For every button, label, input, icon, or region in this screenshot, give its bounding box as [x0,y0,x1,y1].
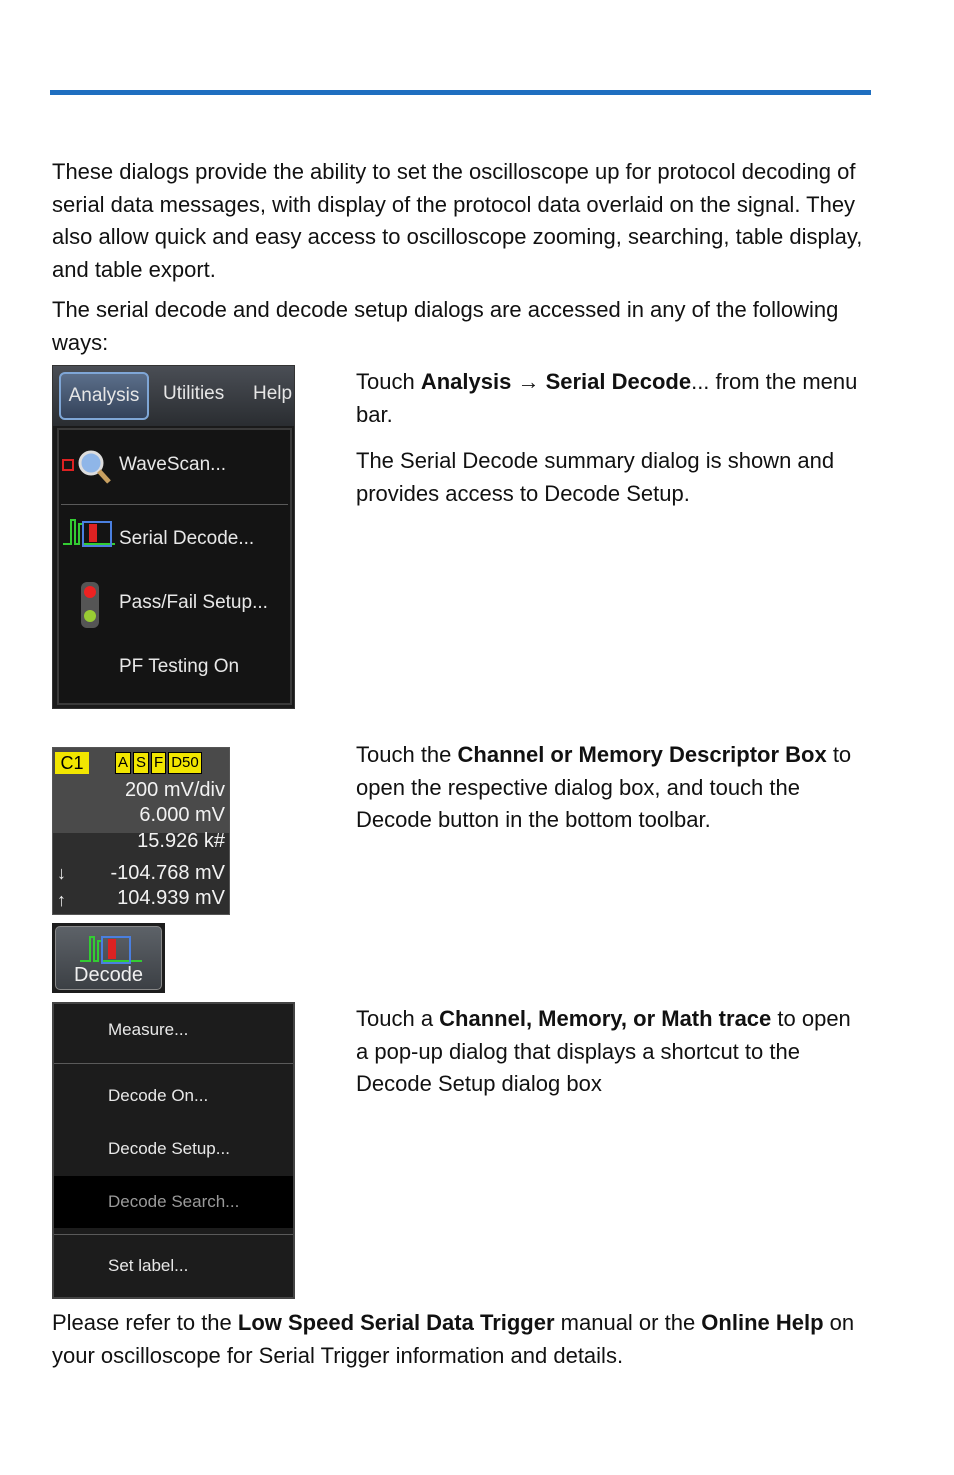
flag-s: S [133,752,149,774]
decode-button-label: Decode [74,964,143,986]
trace-popup-screenshot [52,1002,295,1299]
tab-utilities[interactable]: Utilities [163,383,225,404]
descriptor-flags [115,752,202,774]
menu-item-pass-fail-setup[interactable]: Pass/Fail Setup... [119,592,268,613]
popup-divider [54,1063,293,1064]
minimum-value: -104.768 mV [110,862,225,884]
intro-paragraph-1: These dialogs provide the ability to set the oscilloscope up for protocol decoding of serial data messages, with display of the protocol data overlaid on the signal. They also allow quick and easy access to oscilloscope zooming, searching, table display, and table export. [52,159,863,282]
up-arrow-icon: ↑ [57,890,66,910]
flag-a: A [115,752,131,774]
channel-descriptor-screenshot [52,747,230,915]
method-2-text: Touch the Channel or Memory Descriptor Box to open the respective dialog box, and touch the Decode button in the bottom toolbar. [356,742,852,832]
flag-f: F [151,752,166,774]
popup-item-decode-setup[interactable]: Decode Setup... [108,1139,230,1158]
serial-decode-icon [61,514,117,554]
down-arrow-icon: ↓ [57,863,66,883]
maximum-value: 104.939 mV [117,887,225,909]
analysis-menu-screenshot [52,365,295,709]
method-1-note: The Serial Decode summary dialog is shown and provides access to Decode Setup. [356,448,835,506]
vertical-offset: 6.000 mV [139,804,225,826]
popup-item-decode-search[interactable]: Decode Search... [108,1192,240,1211]
intro-paragraph-2: The serial decode and decode setup dialogs are accessed in any of the following ways: [52,297,839,355]
decode-button-screenshot [52,923,165,993]
popup-item-measure[interactable]: Measure... [108,1020,189,1039]
menu-item-pf-testing-on[interactable]: PF Testing On [119,656,240,677]
menu-item-serial-decode[interactable]: Serial Decode... [119,528,255,549]
method-1-text: Touch Analysis → Serial Decode... from the menu bar. [356,369,858,427]
vertical-scale: 200 mV/div [124,779,225,801]
tab-analysis[interactable]: Analysis [59,372,149,420]
sample-count: 15.926 k# [137,830,225,852]
popup-item-decode-on[interactable]: Decode On... [108,1086,209,1105]
footer-paragraph: Please refer to the Low Speed Serial Data Trigger manual or the Online Help on your oscilloscope for Serial Trigger information and details. [52,1310,855,1368]
analysis-dropdown [57,428,292,705]
traffic-light-icon [79,580,101,630]
wavescan-icon [61,448,113,488]
menu-item-wavescan[interactable]: WaveScan... [119,454,227,475]
method-3-text: Touch a Channel, Memory, or Math trace to open a pop-up dialog that displays a shortcut to the Decode Setup dialog box [356,1006,851,1096]
tab-help[interactable]: Help [253,383,293,404]
header-rule [50,90,871,95]
decode-button[interactable] [55,926,162,990]
popup-divider [54,1234,293,1235]
popup-item-set-label[interactable]: Set label... [108,1256,189,1275]
flag-d50: D50 [168,752,202,774]
decode-icon [78,931,144,967]
menu-divider [61,504,288,505]
channel-badge: C1 [55,752,89,774]
